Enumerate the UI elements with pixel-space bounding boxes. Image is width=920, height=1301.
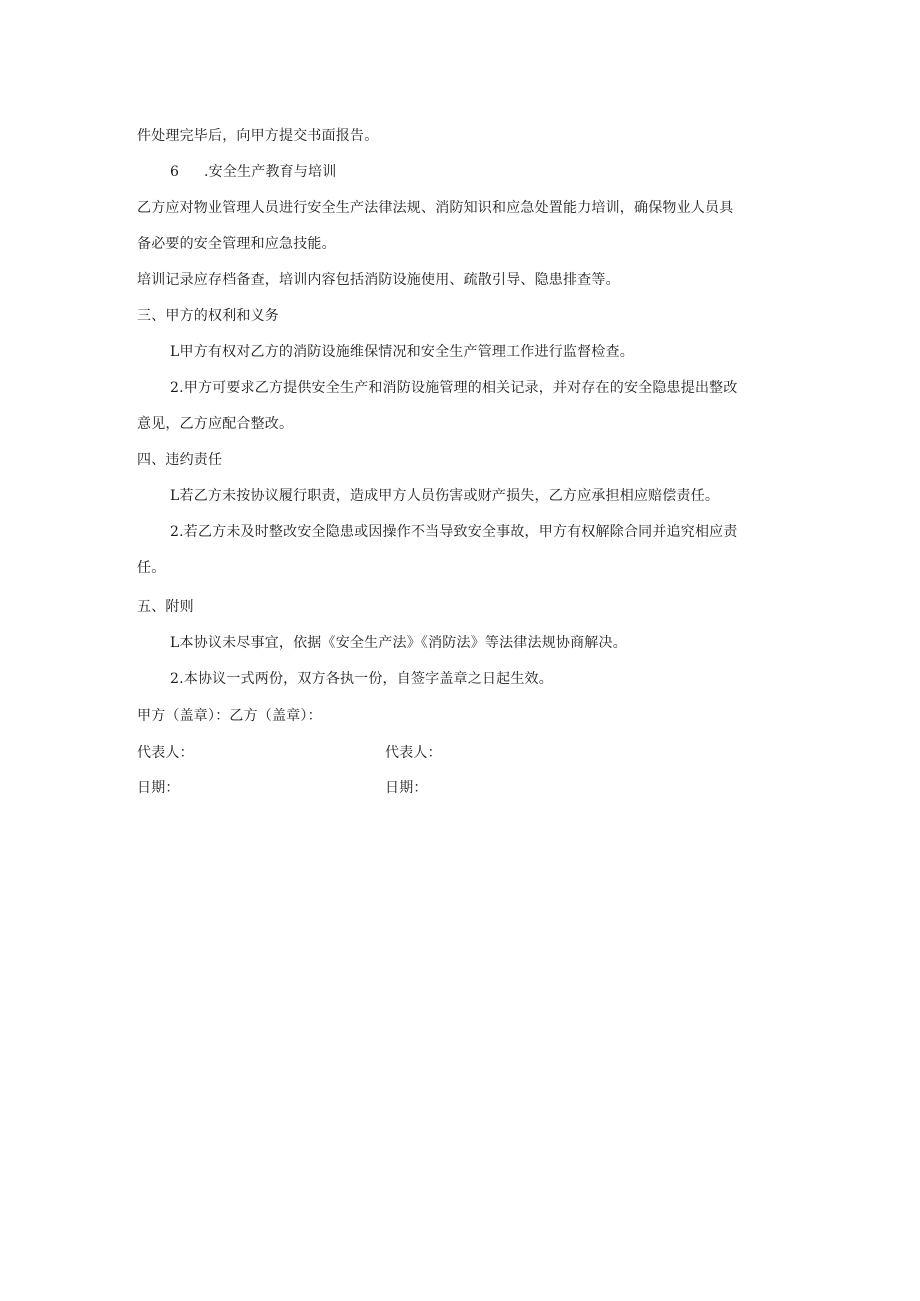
section3-item1: L甲方有权对乙方的消防设施维保情况和安全生产管理工作进行监督检查。 xyxy=(170,344,634,360)
party-a-date: 日期： xyxy=(137,780,180,796)
item6-heading xyxy=(170,162,336,182)
party-b-representative: 代表人： xyxy=(385,745,442,761)
item6-number: 6 xyxy=(170,164,180,180)
section5-item1: L本协议未尽事宜，依据《安全生产法》《消防法》等法律法规协商解决。 xyxy=(170,635,627,651)
section4-item1: L若乙方未按协议履行职责，造成甲方人员伤害或财产损失，乙方应承担相应赔偿责任。 xyxy=(170,488,720,504)
party-a-representative: 代表人： xyxy=(137,745,194,761)
signature-parties: 甲方（盖章）：乙方（盖章）： xyxy=(137,708,322,724)
party-b-date: 日期： xyxy=(385,780,428,796)
section3-heading: 三、甲方的权利和义务 xyxy=(137,308,279,324)
item6-para2: 培训记录应存档备查，培训内容包括消防设施使用、疏散引导、隐患排查等。 xyxy=(137,272,620,288)
paragraph-continuation: 件处理完毕后，向甲方提交书面报告。 xyxy=(137,128,379,144)
section3-item2-line1: 2.甲方可要求乙方提供安全生产和消防设施管理的相关记录，并对存在的安全隐患提出整改 xyxy=(170,380,738,396)
section4-item2-line2: 任。 xyxy=(137,560,166,576)
section3-item2-line2: 意见，乙方应配合整改。 xyxy=(137,416,294,432)
item6-title: .安全生产教育与培训 xyxy=(204,164,337,180)
section5-item2: 2.本协议一式两份，双方各执一份，自签字盖章之日起生效。 xyxy=(170,671,553,687)
item6-para1-line2: 备必要的安全管理和应急技能。 xyxy=(137,236,336,252)
item6-para1-line1: 乙方应对物业管理人员进行安全生产法律法规、消防知识和应急处置能力培训，确保物业人员具 xyxy=(137,200,734,216)
section4-heading: 四、违约责任 xyxy=(137,452,223,468)
section5-heading: 五、附则 xyxy=(137,599,194,615)
section4-item2-line1: 2.若乙方未及时整改安全隐患或因操作不当导致安全事故，甲方有权解除合同并追究相应责 xyxy=(170,524,738,540)
